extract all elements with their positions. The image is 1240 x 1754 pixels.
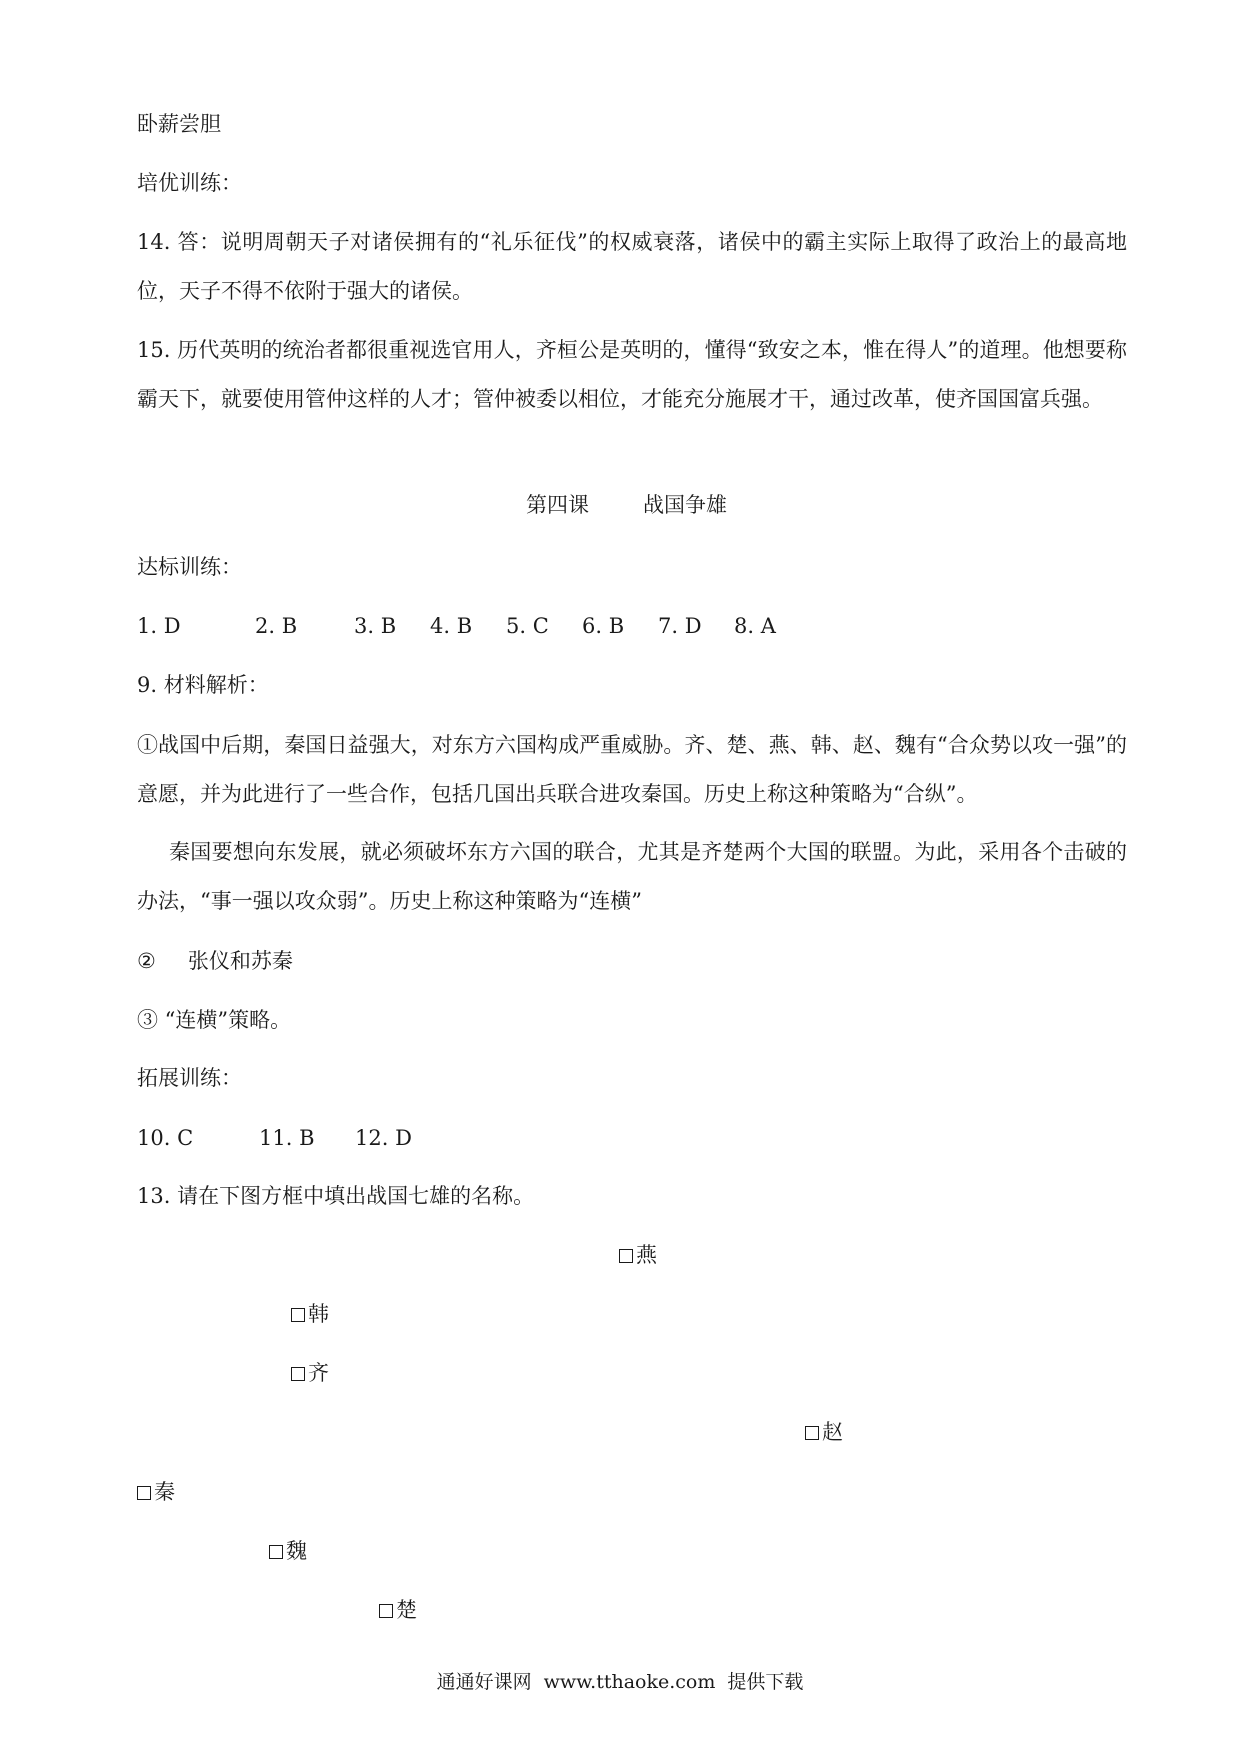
state-box-yan [619,1245,657,1266]
question-9-part-1: ①战国中后期，秦国日益强大，对东方六国构成严重威胁。齐、楚、燕、韩、赵、魏有“合众势以攻一强”的意愿，并为此进行了一些合作，包括几国出兵联合进攻秦国。历史上称这种策略为“合纵”。 [137,733,1127,806]
part-2-text: 张仪和苏秦 [187,949,293,973]
answer-item: 3. B [354,614,397,638]
blank-box [805,1426,819,1440]
part-2-marker: ② [137,949,156,973]
state-name: 楚 [396,1598,417,1622]
answer-item: 4. B [430,614,473,638]
state-name: 秦 [154,1480,175,1504]
question-9-part-1-continued: 秦国要想向东发展，就必须破坏东方六国的联合，尤其是齐楚两个大国的联盟。为此，采用各个击破的办法，“事一强以攻众弱”。历史上称这种策略为“连横” [137,840,1127,913]
blank-box [291,1367,305,1381]
extend-answers [137,1128,412,1149]
question-13-prompt: 13. 请在下图方框中填出战国七雄的名称。 [137,1184,535,1208]
blank-box [379,1604,393,1618]
answer-item: 7. D [658,614,702,638]
answer-15: 15. 历代英明的统治者都很重视选官用人，齐桓公是英明的，懂得“致安之本，惟在得人”的道理。他想要称霸天下，就要使用管仲这样的人才；管仲被委以相位，才能充分施展才干，通过改革，使齐国国富兵强。 [137,338,1127,411]
state-box-chu [379,1600,417,1621]
answer-item: 8. A [734,614,776,638]
lesson-title [526,495,727,516]
answer-14: 14. 答：说明周朝天子对诸侯拥有的“礼乐征伐”的权威衰落，诸侯中的霸主实际上取得了政治上的最高地位，天子不得不依附于强大的诸侯。 [137,230,1127,303]
blank-box [291,1308,305,1322]
state-name: 赵 [822,1420,843,1444]
question-9-heading: 9. 材料解析： [137,673,269,697]
answer-item: 11. B [259,1126,315,1150]
lesson-number: 第四课 [526,493,589,517]
state-name: 魏 [286,1539,307,1563]
answer-item: 12. D [355,1126,412,1150]
state-box-qin [137,1482,175,1503]
section-heading-dabiao: 达标训练： [137,555,242,579]
previous-answer-end: 卧薪尝胆 [137,112,221,136]
footer-note: 提供下载 [727,1671,804,1693]
state-box-han [291,1304,329,1325]
state-box-qi [291,1363,329,1384]
blank-box [137,1486,151,1500]
footer-site-name: 通通好课网 [436,1671,532,1693]
state-name: 燕 [636,1243,657,1267]
answer-item: 2. B [255,614,298,638]
answer-item: 6. B [582,614,625,638]
lesson-name: 战国争雄 [643,493,727,517]
page-footer [0,1673,1240,1692]
section-heading-tuozhan: 拓展训练： [137,1066,242,1090]
answer-item: 1. D [137,614,181,638]
answer-item: 5. C [506,614,549,638]
footer-url[interactable]: www.tthaoke.com [543,1671,716,1693]
question-9-part-2 [137,951,293,972]
state-box-zhao [805,1422,843,1443]
question-9-part-3: ③ “连横”策略。 [137,1008,292,1032]
state-box-wei [269,1541,307,1562]
blank-box [269,1545,283,1559]
blank-box [619,1249,633,1263]
state-name: 齐 [308,1361,329,1385]
standard-answers [137,616,776,637]
answer-item: 10. C [137,1126,194,1150]
state-name: 韩 [308,1302,329,1326]
section-heading-peiyou: 培优训练： [137,171,242,195]
